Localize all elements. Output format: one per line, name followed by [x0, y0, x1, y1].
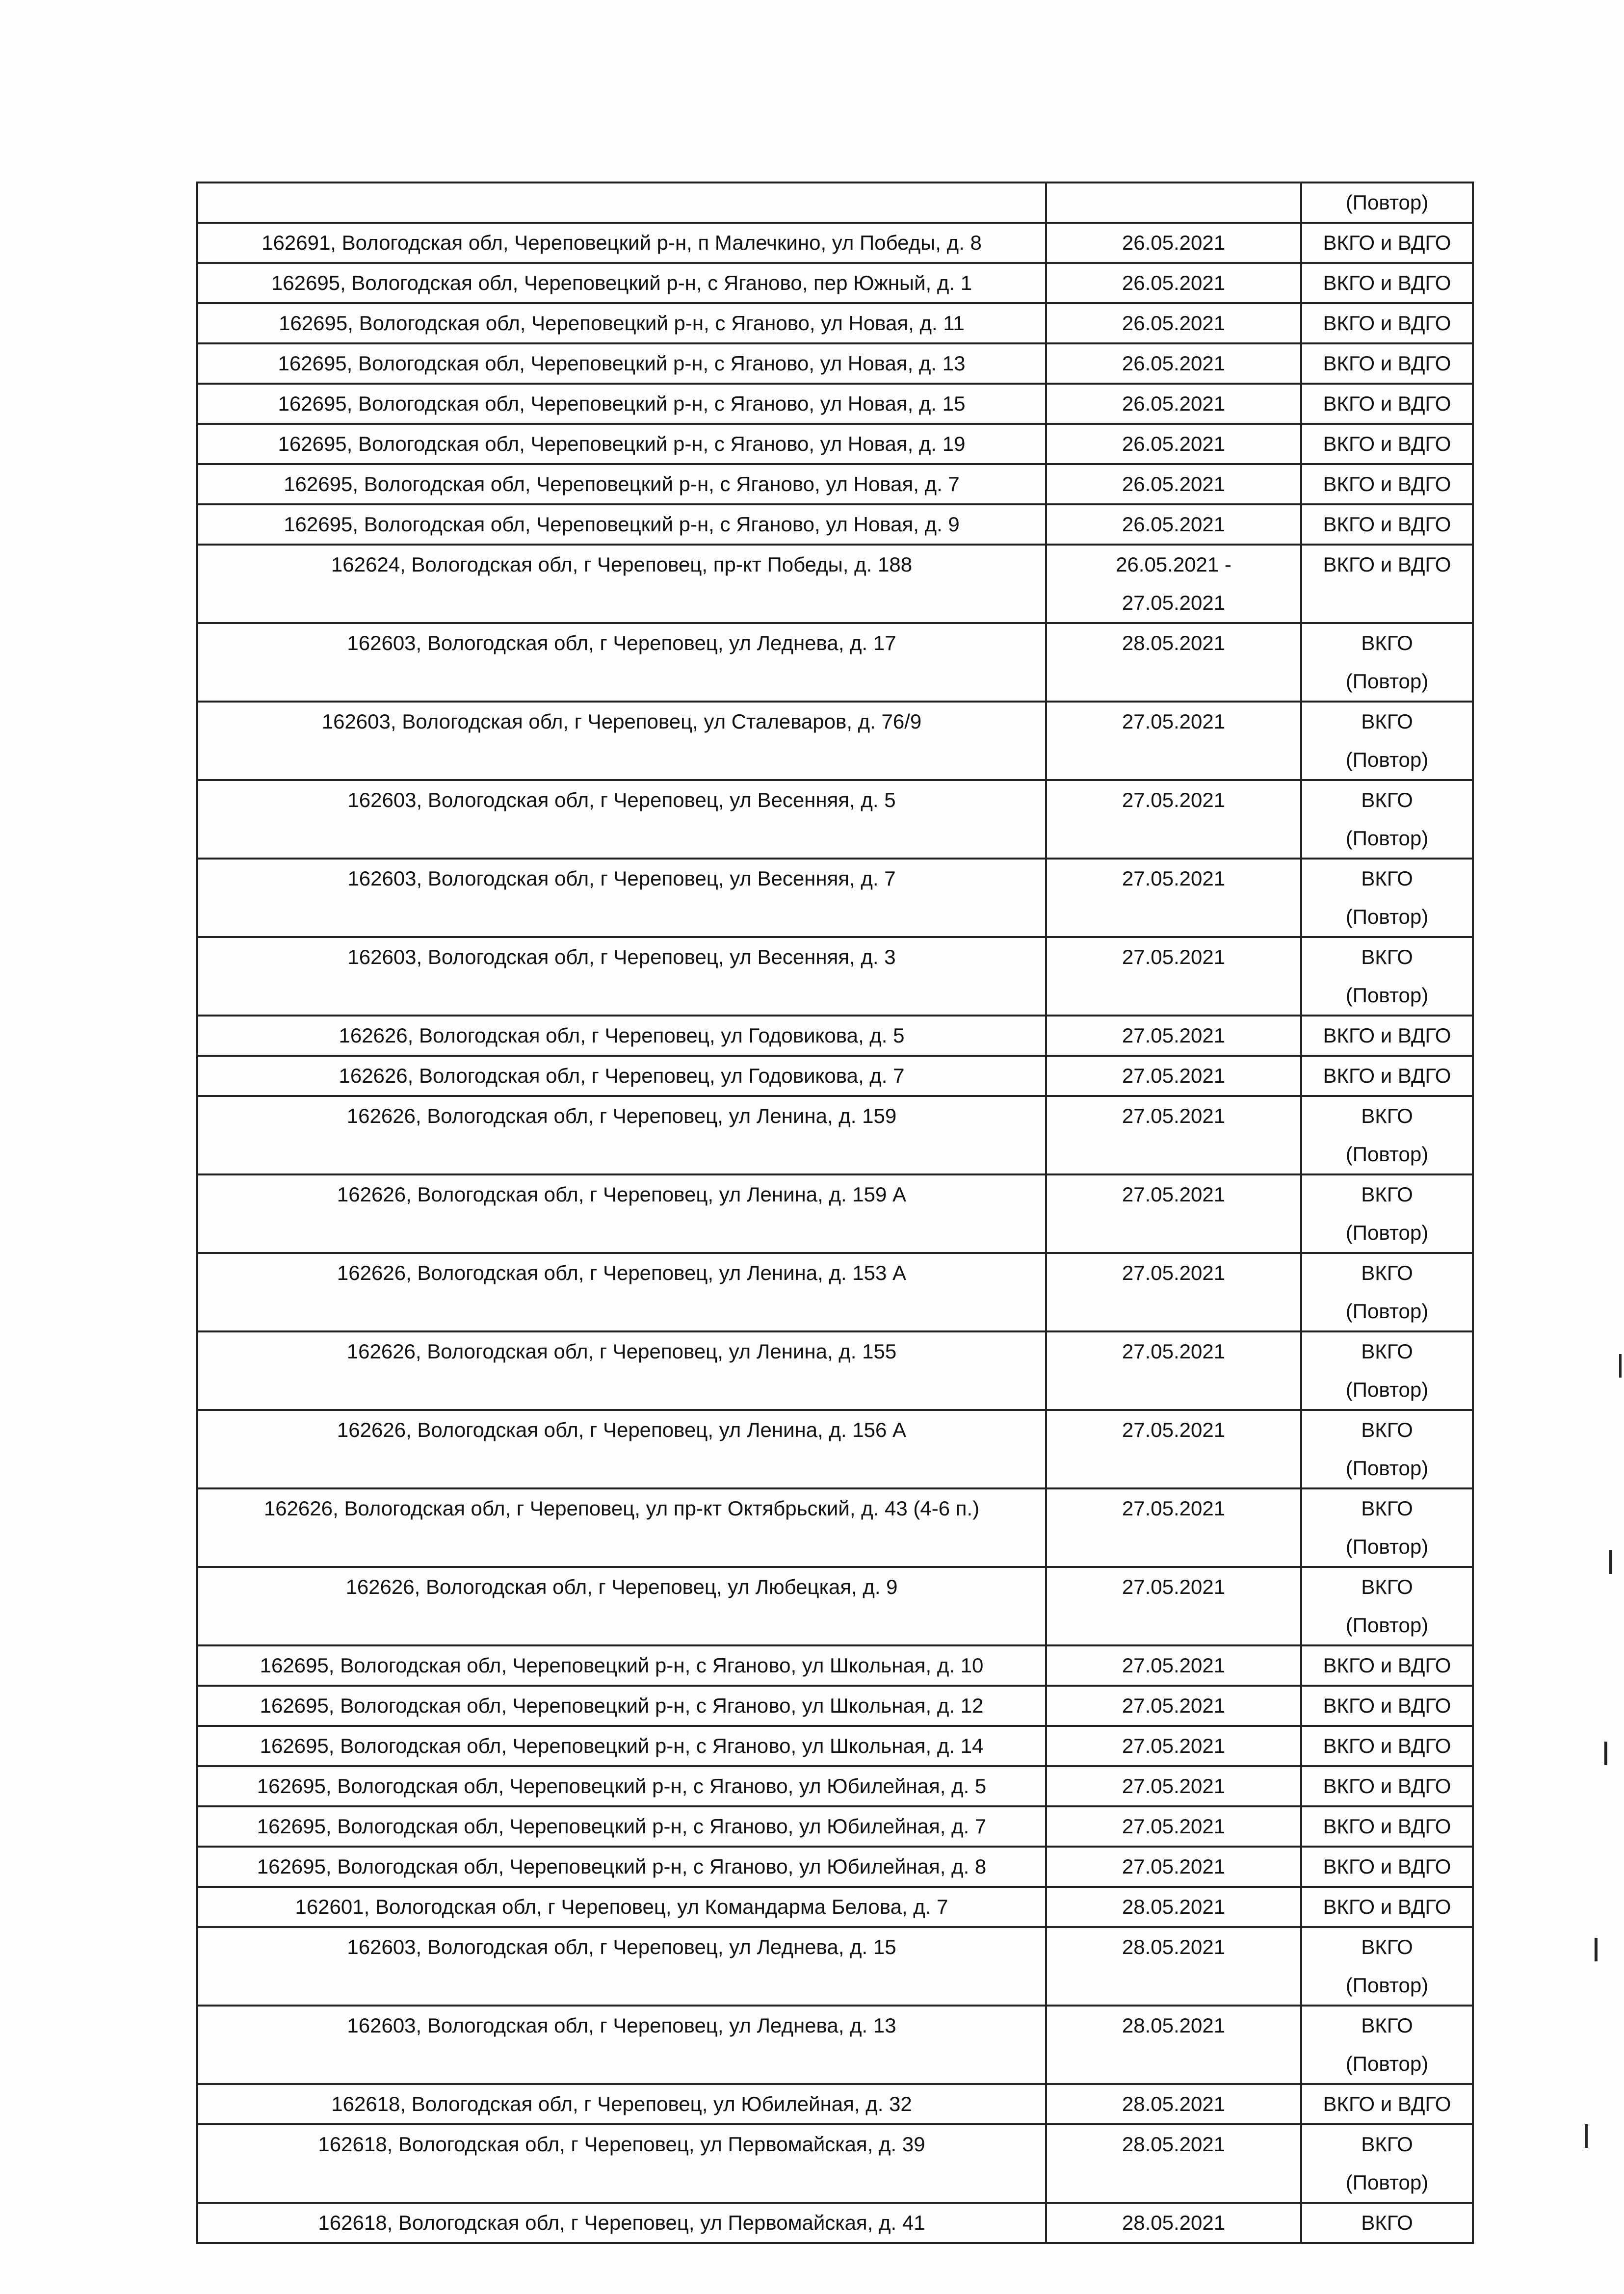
work-type-text: [1302, 584, 1472, 622]
date-text: [1047, 741, 1300, 779]
table-row: [197, 424, 1473, 464]
date-text: 28.05.2021: [1122, 631, 1226, 654]
date-text: 27.05.2021: [1122, 1654, 1226, 1677]
date-cell: [1046, 343, 1301, 384]
date-cell: [1046, 182, 1301, 223]
date-cell: [1046, 1016, 1301, 1056]
date-text: 26.05.2021 -: [1116, 553, 1231, 576]
work-type-text: ВКГО и ВДГО: [1323, 1694, 1451, 1717]
date-cell: [1046, 1726, 1301, 1766]
address-text: 162695, Вологодская обл, Череповецкий р-н, с Яганово, ул Новая, д. 11: [279, 312, 965, 335]
table-row: [197, 2124, 1473, 2203]
work-type-text: (Повтор): [1345, 191, 1429, 214]
date-cell: [1046, 1927, 1301, 2006]
date-text: [1047, 183, 1300, 222]
date-text: 27.05.2021: [1122, 591, 1226, 614]
address-text: 162695, Вологодская обл, Череповецкий р-н, с Яганово, ул Юбилейная, д. 7: [257, 1815, 987, 1838]
table-row: [197, 464, 1473, 504]
address-text: 162618, Вологодская обл, г Череповец, ул Первомайская, д. 39: [318, 2133, 925, 2156]
margin-mark: [1619, 1354, 1622, 1378]
date-cell: [1046, 2084, 1301, 2124]
address-text: 162695, Вологодская обл, Череповецкий р-н, с Яганово, ул Новая, д. 19: [278, 432, 966, 455]
work-type-text: ВКГО и ВДГО: [1323, 1895, 1451, 1918]
date-text: 28.05.2021: [1122, 1935, 1226, 1958]
address-cell: [197, 2203, 1046, 2243]
date-text: [1047, 2045, 1300, 2083]
date-cell: [1046, 2006, 1301, 2084]
date-text: 27.05.2021: [1122, 945, 1226, 968]
date-text: 27.05.2021: [1122, 1575, 1226, 1598]
work-type-text: ВКГО и ВДГО: [1323, 1654, 1451, 1677]
address-text: 162695, Вологодская обл, Череповецкий р-н, с Яганово, ул Новая, д. 15: [278, 392, 966, 415]
address-cell: [197, 1056, 1046, 1096]
work-type-text: ВКГО: [1361, 788, 1413, 811]
table-row: [197, 1174, 1473, 1253]
date-text: [1047, 1292, 1300, 1330]
margin-mark: [1595, 1938, 1598, 1961]
table-row: [197, 303, 1473, 343]
work-type-text: (Повтор): [1345, 905, 1429, 928]
table-row: [197, 1056, 1473, 1096]
date-cell: [1046, 1567, 1301, 1645]
date-cell: [1046, 1488, 1301, 1567]
work-type-text: ВКГО: [1361, 1104, 1413, 1127]
work-type-cell: [1301, 1567, 1473, 1645]
address-cell: [197, 623, 1046, 702]
margin-mark: [1585, 2124, 1588, 2148]
work-type-cell: [1301, 1645, 1473, 1686]
address-cell: [197, 424, 1046, 464]
address-text: 162691, Вологодская обл, Череповецкий р-н, п Малечкино, ул Победы, д. 8: [262, 231, 982, 254]
work-type-text: ВКГО и ВДГО: [1323, 1064, 1451, 1087]
work-type-cell: [1301, 545, 1473, 623]
date-text: 27.05.2021: [1122, 1734, 1226, 1757]
work-type-text: (Повтор): [1345, 2052, 1429, 2075]
date-cell: [1046, 1806, 1301, 1847]
work-type-text: (Повтор): [1345, 1143, 1429, 1166]
work-type-text: ВКГО и ВДГО: [1323, 1815, 1451, 1838]
work-type-cell: [1301, 1927, 1473, 2006]
address-text: 162601, Вологодская обл, г Череповец, ул Командарма Белова, д. 7: [295, 1895, 948, 1918]
table-row: [197, 1253, 1473, 1331]
work-type-cell: [1301, 303, 1473, 343]
table-row: [197, 1645, 1473, 1686]
work-type-text: ВКГО: [1361, 867, 1413, 890]
work-type-text: (Повтор): [1345, 1614, 1429, 1637]
address-text: 162695, Вологодская обл, Череповецкий р-н, с Яганово, ул Новая, д. 13: [278, 352, 966, 375]
work-type-text: ВКГО и ВДГО: [1323, 432, 1451, 455]
table-row: [197, 1847, 1473, 1887]
date-text: 26.05.2021: [1122, 472, 1226, 495]
work-type-cell: [1301, 384, 1473, 424]
date-cell: [1046, 702, 1301, 780]
work-type-text: ВКГО: [1361, 1183, 1413, 1206]
address-cell: [197, 1726, 1046, 1766]
address-cell: [197, 1806, 1046, 1847]
date-text: [1047, 1135, 1300, 1173]
date-text: [1047, 898, 1300, 936]
work-type-text: ВКГО и ВДГО: [1323, 2092, 1451, 2115]
date-text: 27.05.2021: [1122, 867, 1226, 890]
table-row: [197, 702, 1473, 780]
date-cell: [1046, 859, 1301, 937]
address-cell: [197, 1847, 1046, 1887]
date-cell: [1046, 1847, 1301, 1887]
address-cell: [197, 1766, 1046, 1806]
table-row: [197, 384, 1473, 424]
address-cell: [197, 1567, 1046, 1645]
work-type-cell: [1301, 623, 1473, 702]
table-row: [197, 545, 1473, 623]
work-type-cell: [1301, 1096, 1473, 1174]
date-cell: [1046, 1686, 1301, 1726]
address-text: 162695, Вологодская обл, Череповецкий р-н, с Яганово, ул Новая, д. 9: [284, 513, 960, 536]
address-text: 162603, Вологодская обл, г Череповец, ул Леднева, д. 13: [347, 2014, 896, 2037]
work-type-text: ВКГО и ВДГО: [1323, 312, 1451, 335]
address-text: 162626, Вологодская обл, г Череповец, ул Ленина, д. 159 А: [337, 1183, 907, 1206]
address-cell: [197, 702, 1046, 780]
date-cell: [1046, 623, 1301, 702]
work-type-text: ВКГО: [1361, 1340, 1413, 1363]
date-cell: [1046, 937, 1301, 1016]
table-row: [197, 223, 1473, 263]
date-cell: [1046, 263, 1301, 303]
date-cell: [1046, 1056, 1301, 1096]
address-text: 162626, Вологодская обл, г Череповец, ул Ленина, д. 156 А: [337, 1418, 907, 1441]
address-text: 162618, Вологодская обл, г Череповец, ул Юбилейная, д. 32: [331, 2092, 912, 2115]
work-type-cell: [1301, 859, 1473, 937]
address-text: 162695, Вологодская обл, Череповецкий р-н, с Яганово, ул Юбилейная, д. 8: [257, 1855, 987, 1878]
work-type-text: ВКГО и ВДГО: [1323, 352, 1451, 375]
work-type-cell: [1301, 1806, 1473, 1847]
date-text: 27.05.2021: [1122, 1815, 1226, 1838]
work-type-text: ВКГО и ВДГО: [1323, 271, 1451, 294]
date-cell: [1046, 1887, 1301, 1927]
date-text: [1047, 1371, 1300, 1409]
work-type-text: ВКГО и ВДГО: [1323, 392, 1451, 415]
date-text: 27.05.2021: [1122, 788, 1226, 811]
date-cell: [1046, 2124, 1301, 2203]
work-type-cell: [1301, 2203, 1473, 2243]
date-text: 26.05.2021: [1122, 513, 1226, 536]
address-text: 162624, Вологодская обл, г Череповец, пр-кт Победы, д. 188: [331, 553, 913, 576]
work-type-text: ВКГО и ВДГО: [1323, 1024, 1451, 1047]
date-cell: [1046, 504, 1301, 545]
work-type-text: ВКГО: [1361, 631, 1413, 654]
work-type-text: ВКГО и ВДГО: [1323, 472, 1451, 495]
address-cell: [197, 937, 1046, 1016]
work-type-text: ВКГО: [1361, 1575, 1413, 1598]
work-type-cell: [1301, 780, 1473, 859]
date-cell: [1046, 1645, 1301, 1686]
date-text: 27.05.2021: [1122, 1261, 1226, 1284]
date-text: 27.05.2021: [1122, 1497, 1226, 1520]
work-type-cell: [1301, 1331, 1473, 1410]
address-text: 162626, Вологодская обл, г Череповец, ул Годовикова, д. 5: [339, 1024, 905, 1047]
address-cell: [197, 303, 1046, 343]
work-type-cell: [1301, 1686, 1473, 1726]
table-row: [197, 2084, 1473, 2124]
address-text: 162626, Вологодская обл, г Череповец, ул Ленина, д. 153 А: [337, 1261, 907, 1284]
work-type-cell: [1301, 182, 1473, 223]
work-type-cell: [1301, 2124, 1473, 2203]
date-text: 27.05.2021: [1122, 1183, 1226, 1206]
address-text: 162626, Вологодская обл, г Череповец, ул пр-кт Октябрьский, д. 43 (4-6 п.): [263, 1497, 980, 1520]
table-row: [197, 1488, 1473, 1567]
work-type-text: ВКГО: [1361, 1935, 1413, 1958]
work-type-text: ВКГО: [1361, 2014, 1413, 2037]
date-text: 27.05.2021: [1122, 1855, 1226, 1878]
work-type-text: ВКГО: [1361, 2211, 1413, 2234]
address-text: 162695, Вологодская обл, Череповецкий р-н, с Яганово, ул Школьная, д. 14: [260, 1734, 984, 1757]
address-text: 162626, Вологодская обл, г Череповец, ул Любецкая, д. 9: [345, 1575, 898, 1598]
table-row: [197, 859, 1473, 937]
date-text: 26.05.2021: [1122, 352, 1226, 375]
address-text: 162603, Вологодская обл, г Череповец, ул Леднева, д. 15: [347, 1935, 896, 1958]
work-type-text: (Повтор): [1345, 1221, 1429, 1244]
table-row: [197, 1806, 1473, 1847]
address-text: 162695, Вологодская обл, Череповецкий р-н, с Яганово, ул Новая, д. 7: [284, 472, 960, 495]
address-cell: [197, 780, 1046, 859]
table-row: [197, 263, 1473, 303]
work-type-cell: [1301, 2084, 1473, 2124]
work-type-cell: [1301, 343, 1473, 384]
work-type-text: ВКГО: [1361, 945, 1413, 968]
date-text: 27.05.2021: [1122, 1064, 1226, 1087]
work-type-cell: [1301, 937, 1473, 1016]
work-type-cell: [1301, 1410, 1473, 1488]
address-text: 162695, Вологодская обл, Череповецкий р-н, с Яганово, ул Школьная, д. 12: [260, 1694, 984, 1717]
table-row: [197, 780, 1473, 859]
date-cell: [1046, 424, 1301, 464]
work-type-cell: [1301, 263, 1473, 303]
address-cell: [197, 504, 1046, 545]
date-text: [1047, 1449, 1300, 1487]
work-type-text: ВКГО и ВДГО: [1323, 553, 1451, 576]
work-type-text: ВКГО: [1361, 1497, 1413, 1520]
work-type-cell: [1301, 1488, 1473, 1567]
date-text: 28.05.2021: [1122, 2092, 1226, 2115]
table-row: [197, 1887, 1473, 1927]
date-text: 27.05.2021: [1122, 1024, 1226, 1047]
work-type-text: ВКГО и ВДГО: [1323, 231, 1451, 254]
address-cell: [197, 2084, 1046, 2124]
work-type-cell: [1301, 2006, 1473, 2084]
address-text: 162626, Вологодская обл, г Череповец, ул Ленина, д. 159: [346, 1104, 897, 1127]
address-text: 162603, Вологодская обл, г Череповец, ул Весенняя, д. 3: [347, 945, 896, 968]
address-cell: [197, 859, 1046, 937]
address-text: 162618, Вологодская обл, г Череповец, ул Первомайская, д. 41: [318, 2211, 925, 2234]
table-row: [197, 1726, 1473, 1766]
work-type-cell: [1301, 424, 1473, 464]
table-row: [197, 2203, 1473, 2243]
date-text: 26.05.2021: [1122, 271, 1226, 294]
address-text: 162695, Вологодская обл, Череповецкий р-н, с Яганово, пер Южный, д. 1: [271, 271, 972, 294]
address-cell: [197, 1331, 1046, 1410]
table-row: [197, 1096, 1473, 1174]
address-cell: [197, 2006, 1046, 2084]
date-cell: [1046, 545, 1301, 623]
address-text: 162603, Вологодская обл, г Череповец, ул Леднева, д. 17: [347, 631, 896, 654]
address-text: 162695, Вологодская обл, Череповецкий р-н, с Яганово, ул Школьная, д. 10: [260, 1654, 984, 1677]
date-cell: [1046, 464, 1301, 504]
address-cell: [197, 1016, 1046, 1056]
table-row: [197, 1567, 1473, 1645]
table-row: [197, 1016, 1473, 1056]
date-text: [1047, 662, 1300, 701]
date-text: [1047, 1214, 1300, 1252]
table-row: [197, 504, 1473, 545]
date-text: 27.05.2021: [1122, 1104, 1226, 1127]
date-text: [1047, 1966, 1300, 2005]
date-text: 27.05.2021: [1122, 1340, 1226, 1363]
address-text: [198, 183, 1045, 222]
work-type-text: ВКГО: [1361, 2133, 1413, 2156]
work-type-cell: [1301, 702, 1473, 780]
address-cell: [197, 263, 1046, 303]
table-row: [197, 1686, 1473, 1726]
work-type-cell: [1301, 1016, 1473, 1056]
address-cell: [197, 1927, 1046, 2006]
address-text: 162626, Вологодская обл, г Череповец, ул Ленина, д. 155: [346, 1340, 897, 1363]
work-type-cell: [1301, 504, 1473, 545]
date-text: 27.05.2021: [1122, 1418, 1226, 1441]
address-cell: [197, 1645, 1046, 1686]
work-type-cell: [1301, 1847, 1473, 1887]
work-type-text: (Повтор): [1345, 670, 1429, 693]
work-type-text: ВКГО и ВДГО: [1323, 513, 1451, 536]
address-schedule-table: [196, 182, 1474, 2244]
date-cell: [1046, 223, 1301, 263]
date-cell: [1046, 1331, 1301, 1410]
address-cell: [197, 182, 1046, 223]
work-type-text: (Повтор): [1345, 1535, 1429, 1558]
address-cell: [197, 1686, 1046, 1726]
table-body: [197, 182, 1473, 2243]
date-text: [1047, 819, 1300, 858]
address-cell: [197, 1096, 1046, 1174]
date-text: [1047, 2164, 1300, 2202]
address-cell: [197, 2124, 1046, 2203]
work-type-text: ВКГО и ВДГО: [1323, 1855, 1451, 1878]
work-type-text: ВКГО и ВДГО: [1323, 1774, 1451, 1798]
table-row: [197, 1410, 1473, 1488]
address-cell: [197, 1410, 1046, 1488]
margin-mark: [1604, 1742, 1607, 1765]
table-row: [197, 1766, 1473, 1806]
address-text: 162695, Вологодская обл, Череповецкий р-н, с Яганово, ул Юбилейная, д. 5: [257, 1774, 987, 1798]
work-type-text: (Повтор): [1345, 1378, 1429, 1401]
table-row: [197, 343, 1473, 384]
date-text: 26.05.2021: [1122, 392, 1226, 415]
date-cell: [1046, 1766, 1301, 1806]
address-cell: [197, 384, 1046, 424]
work-type-cell: [1301, 1887, 1473, 1927]
date-text: 28.05.2021: [1122, 2211, 1226, 2234]
address-cell: [197, 343, 1046, 384]
address-text: 162603, Вологодская обл, г Череповец, ул Весенняя, д. 7: [347, 867, 896, 890]
address-cell: [197, 1253, 1046, 1331]
work-type-text: (Повтор): [1345, 2171, 1429, 2194]
address-cell: [197, 1887, 1046, 1927]
table-row: [197, 1331, 1473, 1410]
work-type-text: (Повтор): [1345, 748, 1429, 771]
work-type-text: ВКГО: [1361, 1418, 1413, 1441]
date-cell: [1046, 1096, 1301, 1174]
date-cell: [1046, 384, 1301, 424]
table-row: [197, 1927, 1473, 2006]
date-text: 27.05.2021: [1122, 710, 1226, 733]
work-type-cell: [1301, 1726, 1473, 1766]
date-text: 28.05.2021: [1122, 1895, 1226, 1918]
date-text: [1047, 976, 1300, 1015]
address-text: 162603, Вологодская обл, г Череповец, ул Весенняя, д. 5: [347, 788, 896, 811]
work-type-cell: [1301, 464, 1473, 504]
address-text: 162603, Вологодская обл, г Череповец, ул Сталеваров, д. 76/9: [321, 710, 922, 733]
date-text: 26.05.2021: [1122, 312, 1226, 335]
work-type-text: ВКГО и ВДГО: [1323, 1734, 1451, 1757]
address-cell: [197, 223, 1046, 263]
address-cell: [197, 545, 1046, 623]
work-type-text: (Повтор): [1345, 984, 1429, 1007]
work-type-text: ВКГО: [1361, 1261, 1413, 1284]
date-cell: [1046, 1410, 1301, 1488]
date-text: 26.05.2021: [1122, 231, 1226, 254]
date-text: [1047, 1528, 1300, 1566]
work-type-text: ВКГО: [1361, 710, 1413, 733]
table-row: [197, 623, 1473, 702]
table-row-header-continuation: [197, 182, 1473, 223]
work-type-cell: [1301, 1766, 1473, 1806]
address-cell: [197, 1174, 1046, 1253]
address-cell: [197, 1488, 1046, 1567]
work-type-text: (Повтор): [1345, 1457, 1429, 1480]
margin-mark: [1609, 1550, 1612, 1574]
date-cell: [1046, 303, 1301, 343]
work-type-text: (Повтор): [1345, 1974, 1429, 1997]
address-text: 162626, Вологодская обл, г Череповец, ул Годовикова, д. 7: [339, 1064, 905, 1087]
work-type-cell: [1301, 223, 1473, 263]
date-text: 27.05.2021: [1122, 1694, 1226, 1717]
date-text: 28.05.2021: [1122, 2014, 1226, 2037]
date-text: 27.05.2021: [1122, 1774, 1226, 1798]
date-text: 28.05.2021: [1122, 2133, 1226, 2156]
work-type-text: (Повтор): [1345, 1300, 1429, 1323]
date-cell: [1046, 1174, 1301, 1253]
date-cell: [1046, 780, 1301, 859]
work-type-cell: [1301, 1174, 1473, 1253]
work-type-cell: [1301, 1056, 1473, 1096]
table-row: [197, 2006, 1473, 2084]
date-text: 26.05.2021: [1122, 432, 1226, 455]
date-cell: [1046, 2203, 1301, 2243]
table-row: [197, 937, 1473, 1016]
date-cell: [1046, 1253, 1301, 1331]
date-text: [1047, 1606, 1300, 1644]
work-type-text: (Повтор): [1345, 827, 1429, 850]
address-cell: [197, 464, 1046, 504]
work-type-cell: [1301, 1253, 1473, 1331]
